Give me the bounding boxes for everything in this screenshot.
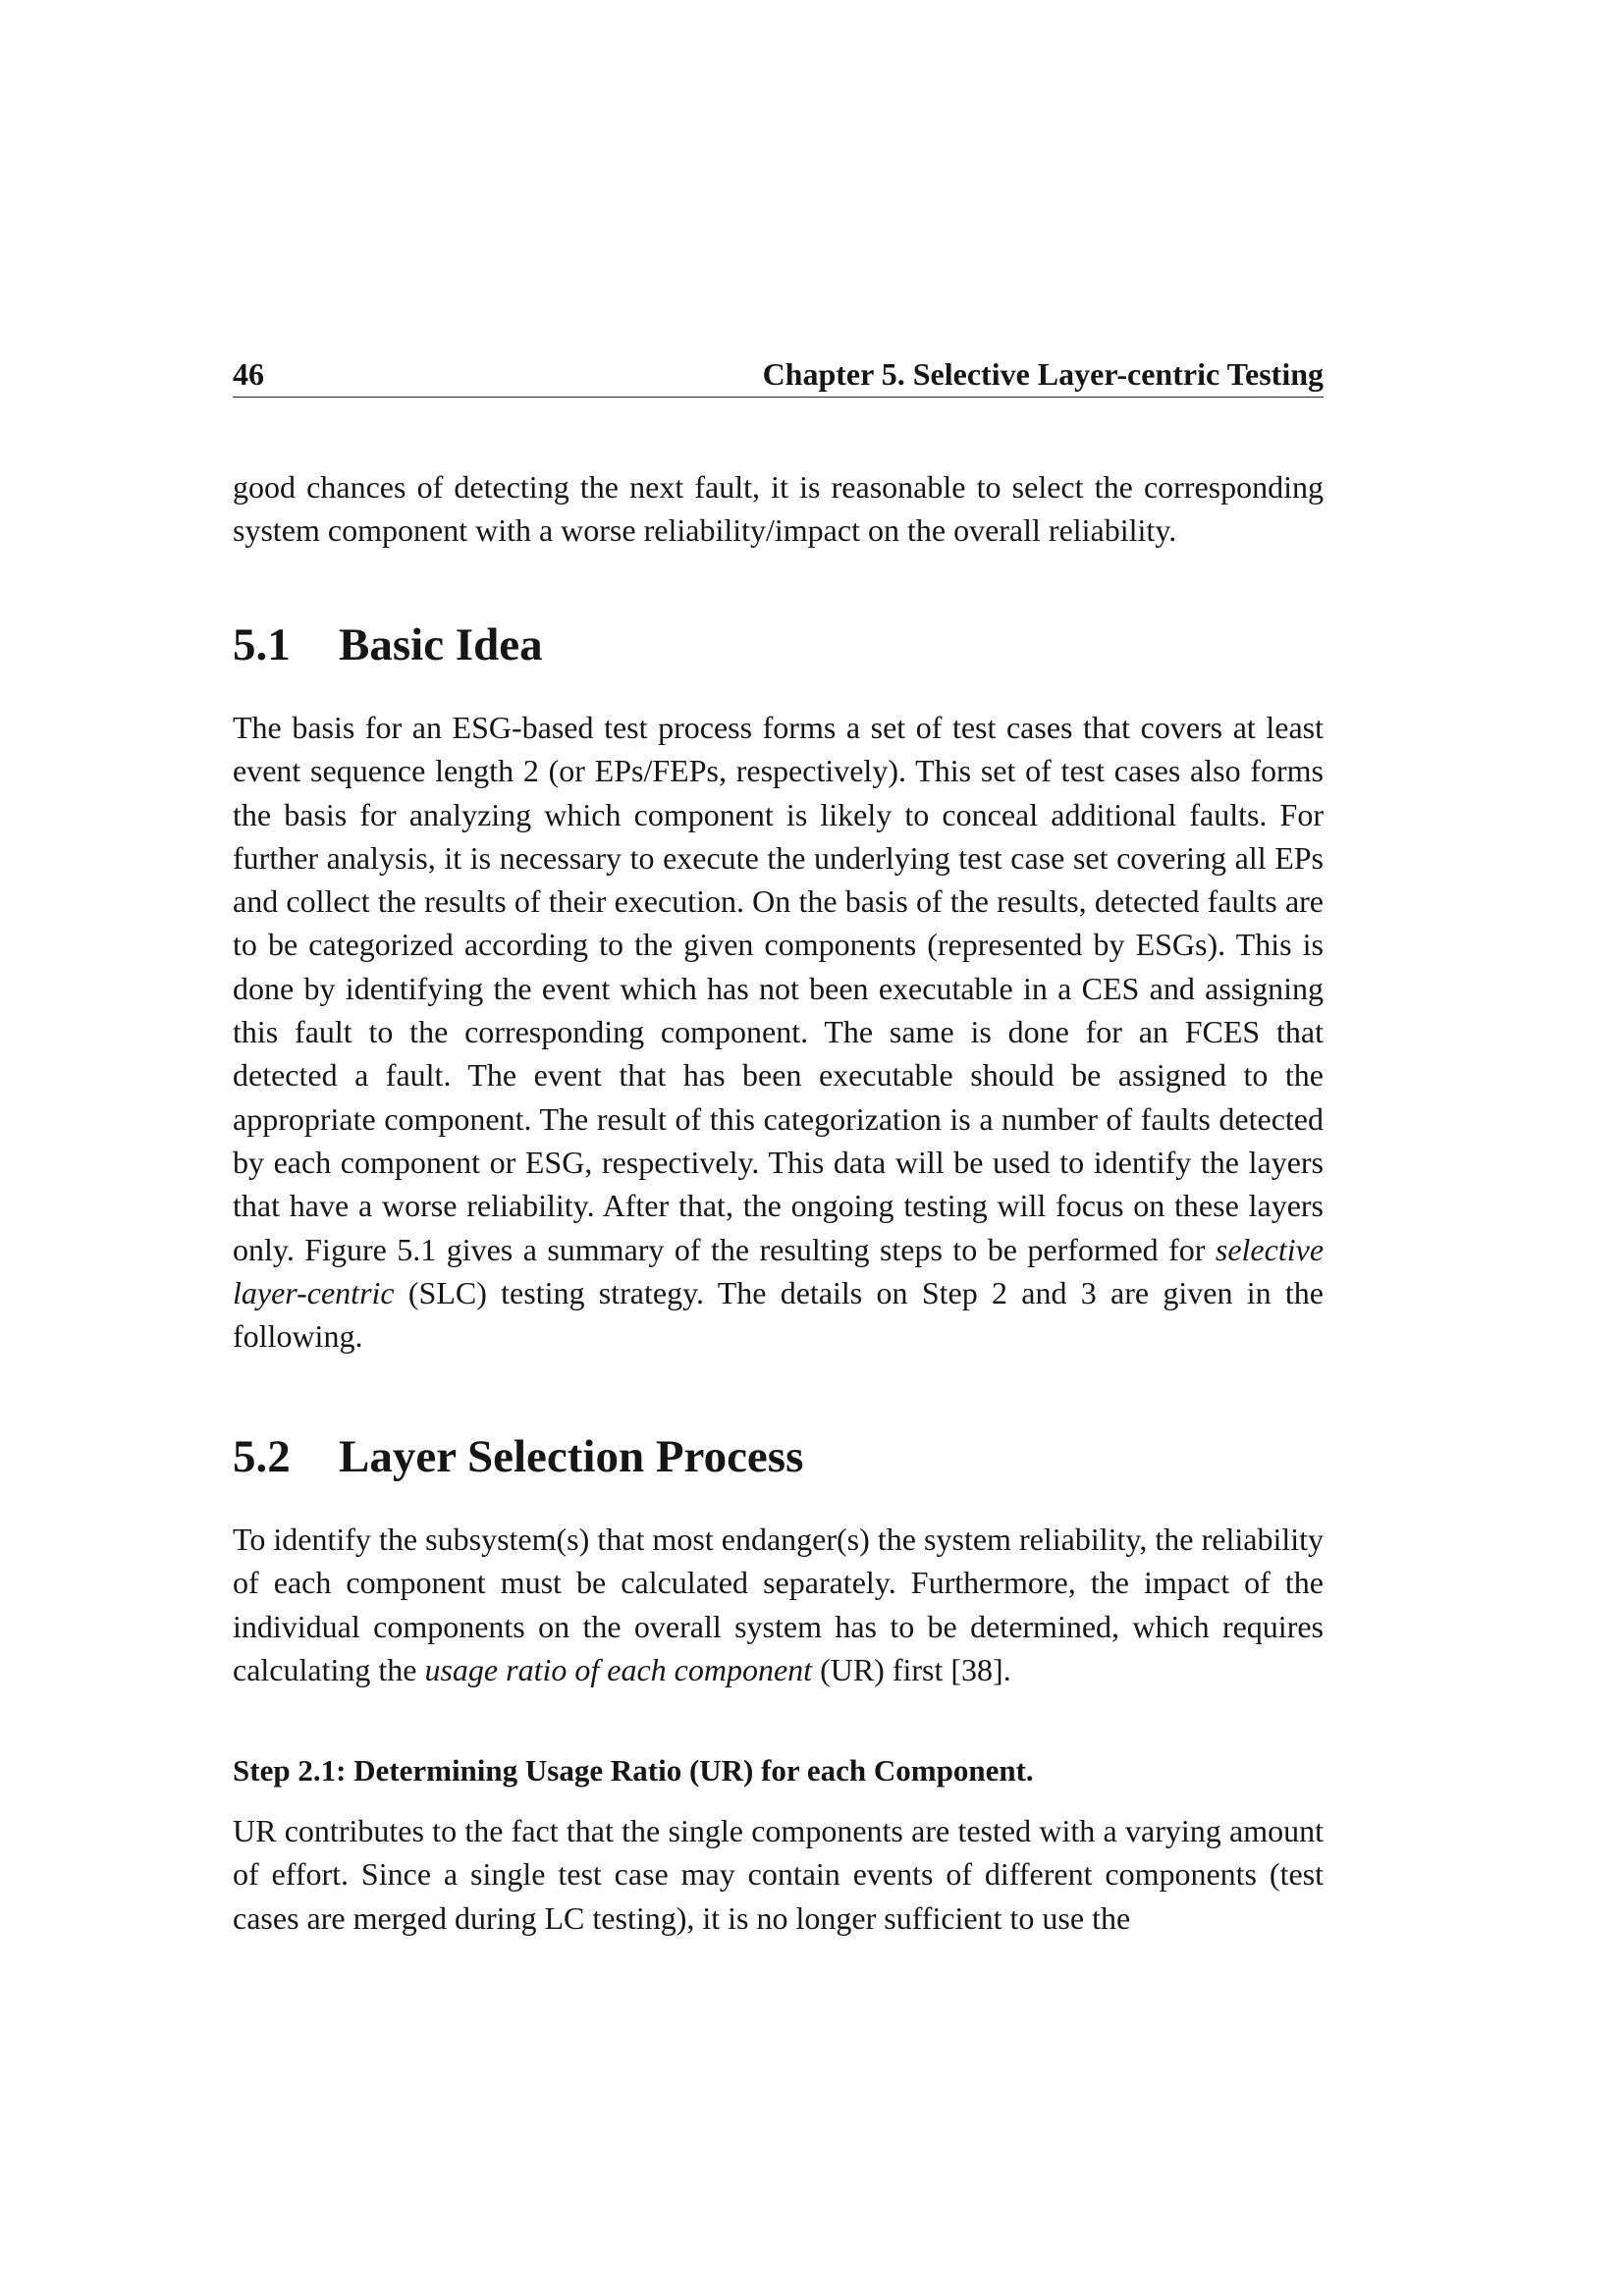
emphasis-term: selective layer-centric xyxy=(233,1231,1325,1310)
section-heading-5-2 xyxy=(233,1429,803,1484)
emphasis-term: usage ratio of each component xyxy=(424,1651,813,1687)
paragraph-text: The basis for an ESG-based test process forms a set of test cases that covers at least event sequence length 2 (or EPs/FEPs, respectively). This set of test cases also forms the basis for analyzing which component is likely to conceal additional faults. For further analysis, it is necessary to execute the underlying test case set covering all EPs and collect the results of their execution. On the basis of the results, detected faults are to be categorized according to the given components (represented by ESGs). This is done by identifying the event which has not been executable in a CES and assigning this fault to the corresponding component. The same is done for an FCES that detected a fault. The event that has been executable should be assigned to the appropriate component. The result of this categorization is a number of faults detected by each component or ESG, respectively. This data will be used to identify the layers that have a worse reliability. After that, the ongoing testing will focus on these layers only. Figure 5.1 gives a summary of the resulting steps to be performed for xyxy=(233,710,1324,1267)
section-number: 5.1 xyxy=(233,619,291,670)
step-heading-2-1: Step 2.1: Determining Usage Ratio (UR) for each Component. xyxy=(233,1753,1034,1788)
section-number: 5.2 xyxy=(233,1431,291,1482)
basic-idea-paragraph xyxy=(233,706,1324,1358)
paragraph-text: (UR) first [38]. xyxy=(820,1651,1011,1687)
page-number: 46 xyxy=(233,356,264,392)
intro-paragraph: good chances of detecting the next fault, it is reasonable to select the corresponding system component with a worse reliability/impact on the overall reliability. xyxy=(233,469,1324,549)
section-title: Layer Selection Process xyxy=(339,1431,804,1482)
chapter-title: Chapter 5. Selective Layer-centric Testing xyxy=(762,356,1324,392)
paragraph-text: (SLC) testing strategy. The details on Step 2 and 3 are given in the following. xyxy=(233,1274,1325,1355)
section-heading-5-1 xyxy=(233,617,543,672)
section-title: Basic Idea xyxy=(339,619,543,670)
step-2-1-paragraph: UR contributes to the fact that the single components are tested with a varying amount of effort. Since a single test case may contain events of different components (test cases are merged during LC testing), it is no longer sufficient to use the xyxy=(233,1813,1324,1936)
paragraph-text: To identify the subsystem(s) that most endanger(s) the system reliability, the reliability of each component must be calculated separately. Furthermore, the impact of the individual components on the overall system has to be determined, which requires calculating the xyxy=(233,1522,1324,1687)
layer-selection-paragraph xyxy=(233,1518,1324,1691)
running-header xyxy=(233,351,1324,398)
